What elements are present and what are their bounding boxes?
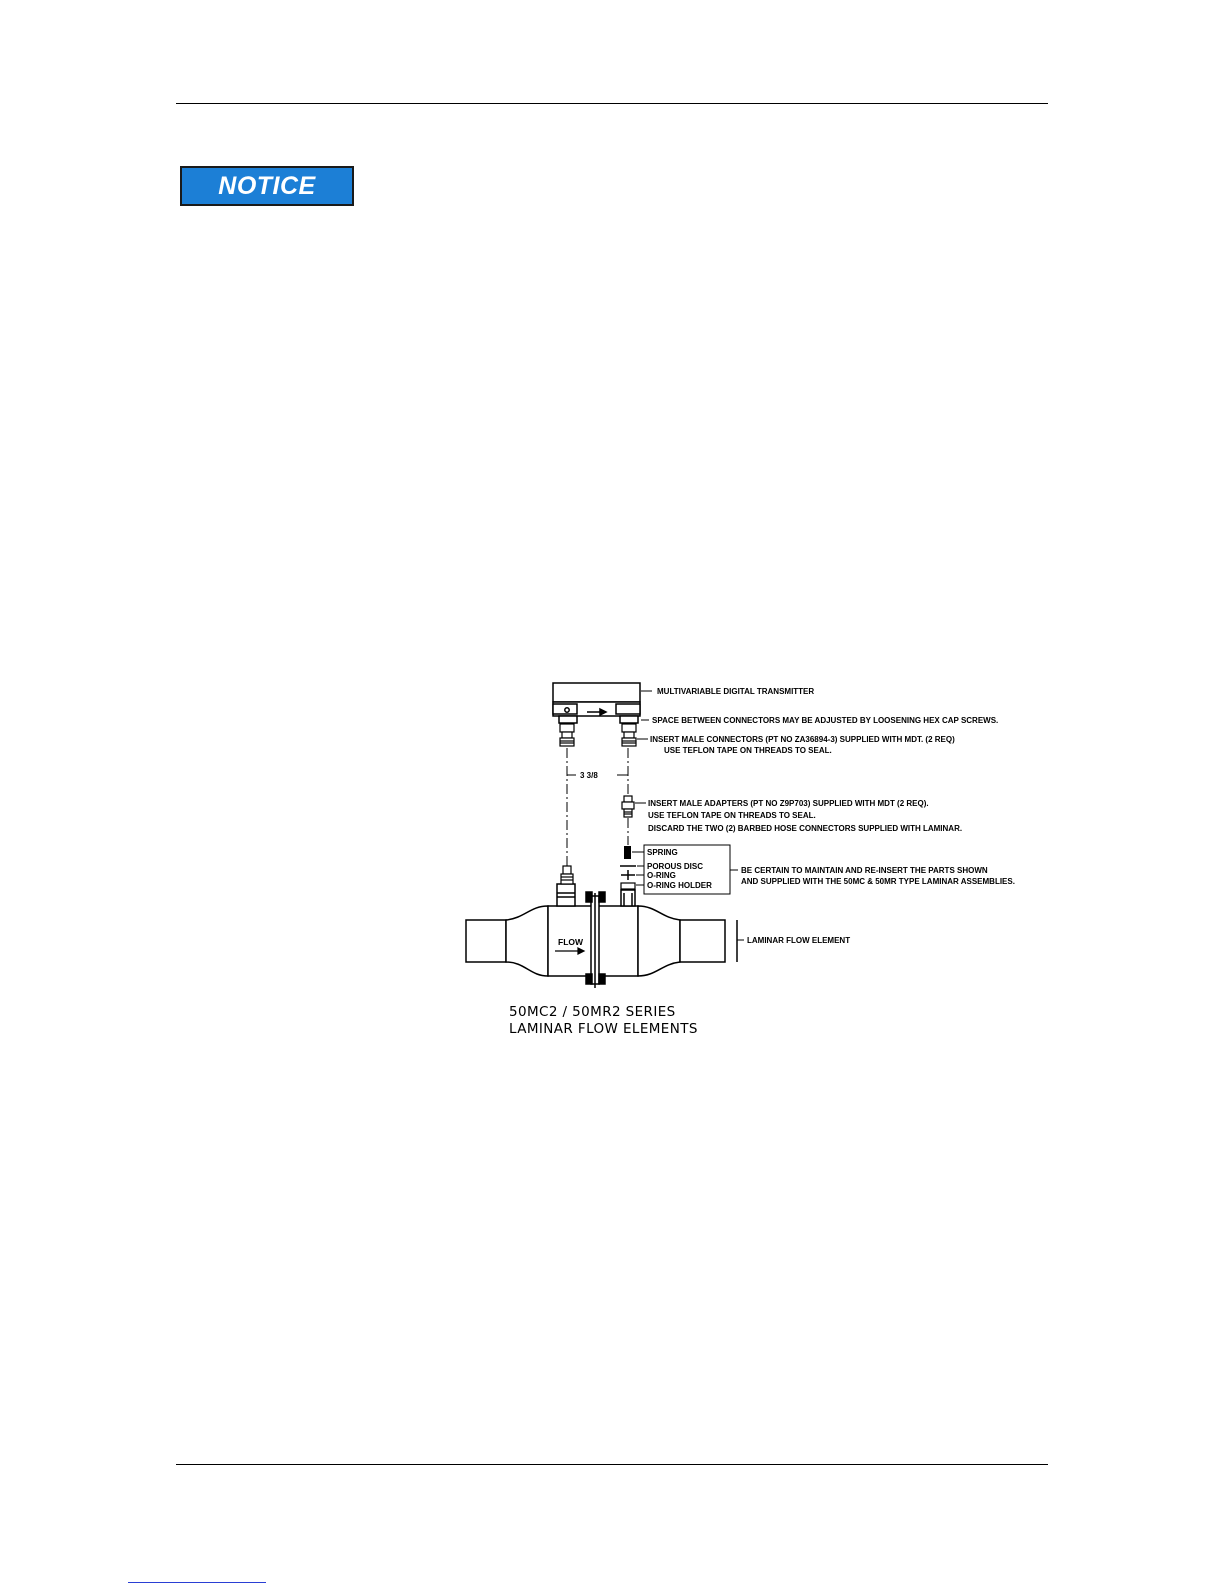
spring-label: SPRING <box>647 848 678 857</box>
notice-label: NOTICE <box>218 171 316 200</box>
o-ring-holder-label: O-RING HOLDER <box>647 881 712 890</box>
male-connectors-label-line2: USE TEFLON TAPE ON THREADS TO SEAL. <box>664 746 832 755</box>
maintain-label-line1: BE CERTAIN TO MAINTAIN AND RE-INSERT THE PARTS SHOWN <box>741 866 988 875</box>
footer-rule <box>176 1464 1048 1465</box>
figure-caption-line2: LAMINAR FLOW ELEMENTS <box>509 1021 698 1037</box>
left-port-fitting <box>561 866 573 884</box>
transmitter <box>553 683 640 723</box>
transmitter-label: MULTIVARIABLE DIGITAL TRANSMITTER <box>657 687 815 696</box>
male-connector-right <box>622 724 636 746</box>
laminar-flow-element-label: LAMINAR FLOW ELEMENT <box>747 936 851 945</box>
footer-link-underline <box>128 1582 266 1583</box>
flow-label: FLOW <box>558 937 584 947</box>
male-adapters-label-line2: USE TEFLON TAPE ON THREADS TO SEAL. <box>648 811 816 820</box>
o-ring-holder <box>621 883 635 889</box>
o-ring-label: O-RING <box>647 871 676 880</box>
male-connector-left <box>560 724 574 746</box>
male-adapters-label-line1: INSERT MALE ADAPTERS (PT NO Z9P703) SUPPLIED WITH MDT (2 REQ). <box>648 799 929 808</box>
male-connectors-label-line1: INSERT MALE CONNECTORS (PT NO ZA36894-3) SUPPLIED WITH MDT. (2 REQ) <box>650 735 955 744</box>
male-adapters-label-line3: DISCARD THE TWO (2) BARBED HOSE CONNECTORS SUPPLIED WITH LAMINAR. <box>648 824 963 833</box>
porous-disc-label: POROUS DISC <box>647 862 704 871</box>
porous-disc-and-o-ring <box>620 866 636 880</box>
dimension-label: 3 3/8 <box>580 771 598 780</box>
figure-caption-line1: 50MC2 / 50MR2 SERIES <box>509 1004 676 1020</box>
maintain-label-line2: AND SUPPLIED WITH THE 50MC & 50MR TYPE LAMINAR ASSEMBLIES. <box>741 877 1015 886</box>
center-lines <box>567 748 628 868</box>
space-note-label: SPACE BETWEEN CONNECTORS MAY BE ADJUSTED BY LOOSENING HEX CAP SCREWS. <box>652 716 999 725</box>
spring <box>624 846 631 859</box>
male-adapter <box>622 796 634 817</box>
